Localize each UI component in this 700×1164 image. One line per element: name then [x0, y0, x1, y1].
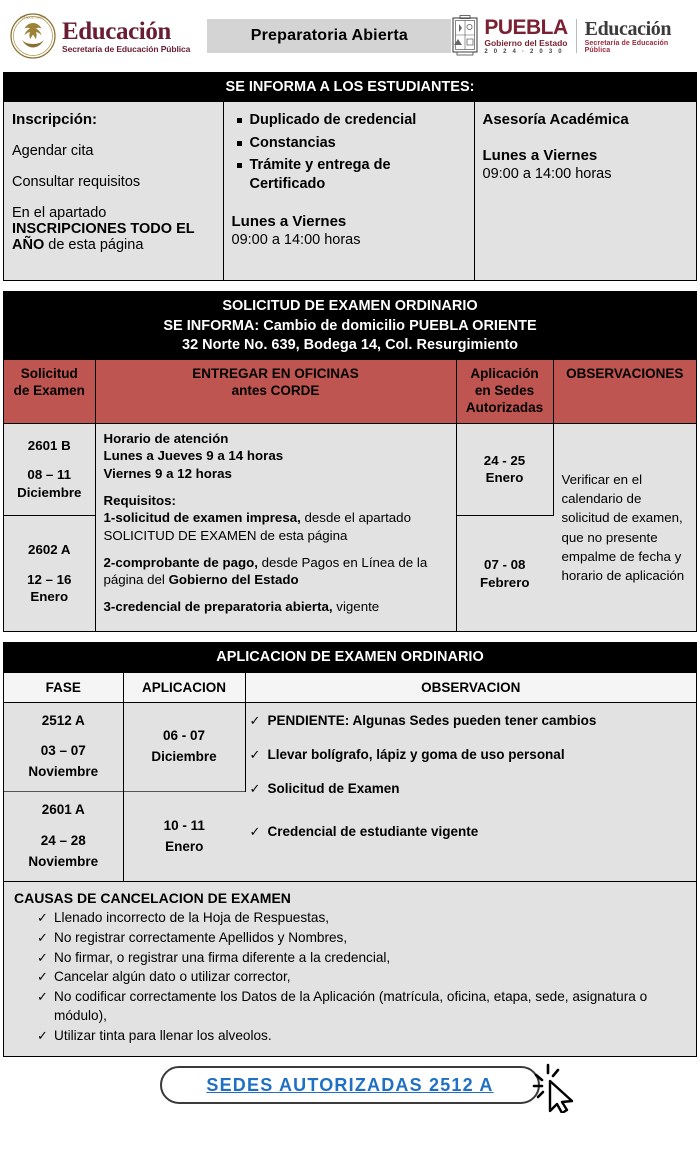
requisitos-cell — [95, 423, 456, 631]
table-row — [4, 102, 696, 280]
table-row — [4, 423, 696, 515]
list-item: ✓ No codificar correctamente los Datos de la Aplicación (matrícula, oficina, etapa, sede, asignatura o módulo), — [54, 988, 686, 1026]
header-solicitud-l2: de Examen — [13, 383, 85, 398]
row2-aplicacion — [456, 515, 553, 631]
puebla-edu-title: Educación — [584, 17, 672, 40]
tramites-days: Lunes a Viernes — [231, 213, 347, 231]
header-fase: FASE — [4, 673, 123, 703]
header-aplicacion-l2: en Sedes — [474, 383, 535, 398]
logo-divider — [576, 19, 577, 53]
mexico-eagle-emblem-icon — [10, 13, 56, 59]
row1-apl-mes: Diciembre — [151, 748, 217, 764]
requisito-1 — [104, 509, 448, 544]
puebla-wordmark — [484, 17, 567, 55]
solicitud-banner-line1: SOLICITUD DE EXAMEN ORDINARIO — [222, 298, 478, 315]
svg-text:ESTADOS UNIDOS: ESTADOS UNIDOS — [19, 15, 47, 20]
solicitud-table — [4, 360, 696, 631]
inscripcion-line-3 — [12, 205, 215, 253]
list-item: ✓ Cancelar algún dato o utilizar corrector, — [54, 968, 686, 987]
causas-cancelacion-section — [3, 882, 697, 1057]
horario-line1: Lunes a Jueves 9 a 14 horas — [103, 448, 284, 464]
solicitud-banner — [4, 292, 696, 360]
row1-fase-code: 2601 B — [27, 437, 71, 453]
row2-fase — [4, 792, 123, 881]
row1-fase — [4, 702, 123, 792]
requisito-2-bold2: Gobierno del Estado — [168, 572, 299, 588]
requisito-1-rest: desde el apartado SOLICITUD DE EXAMEN de esta página — [103, 510, 411, 544]
puebla-education-wordmark — [585, 19, 690, 54]
inscripcion-heading: Inscripción: — [12, 111, 98, 129]
header-entregar-l2: antes CORDE — [231, 383, 320, 398]
puebla-years: 2 0 2 4 · 2 0 3 0 — [484, 48, 564, 55]
list-item: Trámite y entrega de Certificado — [250, 156, 466, 193]
row1-aplicacion — [456, 423, 553, 515]
inscripcion-line3-post: de esta página — [44, 237, 144, 254]
tramites-hours: 09:00 a 14:00 horas — [231, 232, 361, 249]
puebla-logo — [451, 15, 690, 57]
observaciones-cell: Verificar en el calendario de solicitud de examen, que no presente empalme de fecha y horario de aplicación — [561, 471, 685, 584]
row2-fase-mes: Noviembre — [28, 854, 99, 870]
page-title: Preparatoria Abierta — [250, 27, 408, 44]
table-header-row — [4, 360, 696, 423]
footer-button-area — [0, 1057, 700, 1113]
list-item: ✓ No firmar, o registrar una firma diferente a la credencial, — [54, 949, 686, 968]
row2-apl-mes: Enero — [165, 838, 204, 854]
solicitud-examen-section — [3, 291, 697, 632]
list-item: Duplicado de credencial — [250, 111, 466, 130]
sep-subtitle: Secretaría de Educación Pública — [62, 43, 191, 54]
header-solicitud-examen — [4, 360, 95, 423]
inscripcion-line3-bold: INSCRIPCIONES TODO EL AÑO — [12, 221, 195, 254]
list-item: ✓ Utilizar tinta para llenar los alveolos. — [54, 1027, 686, 1046]
row2-fase — [4, 515, 95, 631]
sedes-autorizadas-link[interactable]: SEDES AUTORIZADAS 2512 A — [206, 1074, 494, 1095]
table-header-row — [4, 673, 696, 703]
solicitud-banner-line3: 32 Norte No. 639, Bodega 14, Col. Resurgimiento — [182, 336, 518, 353]
list-item: ✓ Llenado incorrecto de la Hoja de Respuestas, — [54, 909, 686, 928]
inscripcion-line-2: Consultar requisitos — [12, 174, 141, 191]
row2-apl-dias: 10 - 11 — [163, 817, 205, 833]
asesoria-heading: Asesoría Académica — [482, 111, 629, 129]
requisito-1-bold: 1-solicitud de examen impresa, — [103, 510, 301, 526]
horario-line2: Viernes 9 a 12 horas — [103, 466, 232, 482]
asesoria-hours: 09:00 a 14:00 horas — [482, 166, 612, 183]
header-observaciones: OBSERVACIONES — [553, 360, 696, 423]
aplicacion-table — [4, 673, 696, 882]
puebla-edu-subtitle: Secretaría de Educación Pública — [584, 39, 669, 54]
asesoria-cell — [474, 102, 696, 280]
solicitud-banner-line2: SE INFORMA: Cambio de domicilio PUEBLA ORIENTE — [163, 317, 537, 334]
row2-fase-code: 2601 A — [41, 802, 85, 818]
inscripcion-line-1: Agendar cita — [12, 143, 94, 160]
list-item: Constancias — [250, 134, 466, 153]
header-observacion: OBSERVACION — [245, 673, 696, 703]
requisito-2-mid: desde Pagos en Línea de la página del — [103, 554, 428, 588]
students-info-table — [4, 102, 696, 280]
horario-title: Horario de atención — [103, 430, 229, 446]
causas-list — [14, 909, 686, 1045]
puebla-government: Gobierno del Estado — [484, 38, 568, 49]
row2-aplicacion-mes: Febrero — [479, 574, 530, 590]
observacion-item: ✓ PENDIENTE: Algunas Sedes pueden tener cambios — [268, 713, 691, 728]
observacion-item: ✓ Llevar bolígrafo, lápiz y goma de uso personal — [268, 747, 691, 762]
puebla-name: PUEBLA — [484, 16, 568, 40]
section-spacer — [0, 281, 700, 291]
header-entregar-l1: ENTREGAR EN OFICINAS — [192, 366, 359, 382]
sep-title: Educación — [62, 17, 171, 45]
row1-fase — [4, 423, 95, 515]
requisito-3-bold: 3-credencial de preparatoria abierta, — [103, 599, 333, 615]
row2-aplicacion-dias: 07 - 08 — [484, 556, 526, 572]
row1-fase-dias: 03 – 07 — [40, 743, 86, 759]
row2-fase-dias: 12 – 16 — [27, 571, 72, 587]
section-spacer — [0, 632, 700, 642]
header-entregar-oficinas — [95, 360, 456, 423]
students-info-section — [3, 72, 697, 281]
header-aplicacion-l3: Autorizadas — [465, 399, 544, 415]
tramites-cell — [223, 102, 474, 280]
sedes-autorizadas-button[interactable] — [160, 1066, 540, 1104]
observacion-item: ✓ Credencial de estudiante vigente — [268, 824, 691, 839]
requisito-2 — [104, 554, 448, 589]
row1-fase-mes: Noviembre — [28, 764, 99, 780]
header-aplicacion-sedes — [456, 360, 553, 423]
causas-title: CAUSAS DE CANCELACION DE EXAMEN — [14, 890, 291, 907]
row1-fase-dias: 08 – 11 — [27, 467, 72, 483]
tramites-list — [232, 111, 466, 193]
asesoria-days: Lunes a Viernes — [482, 147, 598, 165]
aplicacion-examen-section — [3, 642, 697, 882]
mouse-pointer-click-cursor-icon — [528, 1061, 584, 1113]
row1-aplicacion-mes: Enero — [485, 470, 524, 486]
aplicacion-banner: APLICACION DE EXAMEN ORDINARIO — [4, 643, 696, 672]
inscripcion-line3-pre: En el apartado — [12, 205, 107, 222]
puebla-state-shield-icon — [451, 15, 479, 57]
row1-aplicacion — [123, 702, 245, 792]
row2-fase-code: 2602 A — [28, 541, 71, 557]
inscripcion-cell — [4, 102, 223, 280]
sep-logo — [4, 13, 195, 59]
requisito-3-rest: vigente — [332, 599, 380, 615]
table-row — [4, 702, 696, 792]
row1-aplicacion-dias: 24 - 25 — [483, 452, 526, 468]
row2-fase-mes: Enero — [30, 589, 69, 605]
sep-wordmark — [62, 19, 190, 54]
page-title-box — [207, 19, 451, 53]
row2-aplicacion — [123, 792, 245, 881]
observacion-item: ✓ Solicitud de Examen — [268, 781, 691, 796]
row1-fase-mes: Diciembre — [17, 485, 82, 501]
requisito-2-bold: 2-comprobante de pago, — [103, 554, 258, 570]
header-aplicacion: APLICACION — [123, 673, 245, 703]
row1-fase-code: 2512 A — [41, 712, 85, 728]
requisito-3 — [104, 598, 448, 616]
header-aplicacion-l1: Aplicación — [470, 366, 539, 382]
observacion-cell — [245, 702, 696, 881]
header-solicitud-l1: Solicitud — [20, 366, 78, 382]
requisitos-title: Requisitos: — [103, 492, 176, 508]
page-header — [0, 0, 700, 72]
row1-apl-dias: 06 - 07 — [162, 727, 206, 743]
row2-fase-dias: 24 – 28 — [40, 833, 86, 849]
list-item: ✓ No registrar correctamente Apellidos y Nombres, — [54, 929, 686, 948]
students-info-banner: SE INFORMA A LOS ESTUDIANTES: — [4, 73, 696, 102]
